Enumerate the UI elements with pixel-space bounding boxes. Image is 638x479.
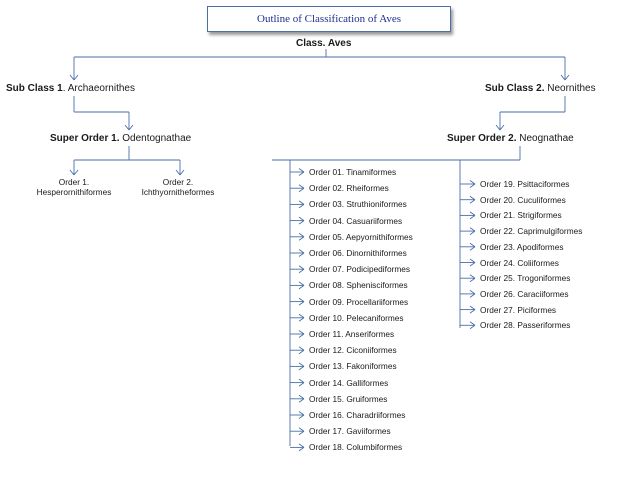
subclass-1-name: . Archaeornithes — [62, 83, 135, 94]
arrow-head — [74, 170, 78, 175]
order-item: Order 19. Psittaciformes — [480, 179, 570, 189]
order-item: Order 07. Podicipediformes — [309, 264, 410, 275]
arrow-head — [299, 298, 304, 302]
arrow-head — [299, 331, 304, 335]
diagram-title: Outline of Classification of Aves — [257, 13, 401, 25]
arrow-head — [299, 379, 304, 383]
arrow-head — [299, 250, 304, 254]
order-item: Order 18. Columbiformes — [309, 442, 403, 453]
arrow-head — [470, 290, 475, 294]
arrow-head — [299, 237, 304, 241]
arrow-head — [561, 75, 565, 80]
arrow-head — [299, 233, 304, 237]
arrow-head — [299, 201, 304, 205]
arrow-head — [299, 350, 304, 354]
arrow-head — [299, 428, 304, 432]
superorder-1-prefix: Super Order 1. — [50, 133, 120, 144]
arrow-head — [299, 169, 304, 173]
order-item: Order 12. Ciconiiformes — [309, 345, 397, 356]
order-item: Order 26. Caraciiformes — [480, 288, 569, 299]
order-item: Order 14. Galliformes — [309, 377, 389, 388]
order-item: Order 04. Casuariiformes — [309, 215, 403, 226]
arrow-head — [470, 306, 475, 310]
arrow-head — [299, 383, 304, 387]
superorder-2-name: Neognathae — [516, 133, 574, 144]
order-item: Order 01. Tinamiformes — [309, 167, 397, 177]
subclass-2-prefix: Sub Class 2. — [485, 83, 545, 94]
arrow-head — [299, 314, 304, 318]
arrow-head — [470, 215, 475, 219]
diagram-title-box — [207, 6, 451, 32]
order-item: Order 21. Strigiformes — [480, 210, 562, 221]
arrow-head — [299, 302, 304, 306]
superorder-1 — [50, 133, 191, 144]
arrow-head — [299, 415, 304, 419]
arrow-head — [299, 318, 304, 322]
subclass-2-name: Neornithes — [544, 83, 596, 94]
order-item: Order 16. Charadriiformes — [309, 410, 406, 420]
arrow-head — [299, 172, 304, 176]
order-item: Order 24. Coliiformes — [480, 257, 559, 268]
arrow-head — [299, 266, 304, 270]
subclass-2 — [485, 83, 596, 94]
arrow-head — [299, 347, 304, 351]
arrow-head — [470, 243, 475, 247]
superorder-2 — [447, 133, 574, 144]
arrow-head — [470, 184, 475, 188]
arrow-head — [299, 334, 304, 338]
arrow-head — [299, 444, 304, 448]
arrow-head — [470, 325, 475, 329]
arrow-head — [299, 431, 304, 435]
arrow-head — [299, 285, 304, 289]
arrow-head — [470, 196, 475, 200]
order-item: Order 09. Procellariiformes — [309, 296, 409, 307]
order-item: Order 06. Dinornithiformes — [309, 248, 407, 258]
arrow-head — [299, 204, 304, 208]
order-item: Order 10. Pelecaniformes — [309, 312, 404, 323]
arrow-head — [470, 278, 475, 282]
order-item: Order 15. Gruiformes — [309, 393, 388, 404]
order-item: Order 27. Piciformes — [480, 304, 557, 315]
order-item: Order 13. Fakoniformes — [309, 361, 397, 372]
arrow-head — [299, 363, 304, 367]
odonto-order-2-name: Ichthyornitheformes — [141, 187, 215, 197]
arrow-head — [470, 231, 475, 235]
order-item: Order 08. Sphenisciformes — [309, 280, 408, 291]
arrow-head — [299, 253, 304, 257]
superorder-2-prefix: Super Order 2. — [447, 133, 517, 144]
subclass-1 — [6, 83, 135, 94]
arrow-head — [299, 221, 304, 225]
arrow-head — [470, 247, 475, 251]
arrow-head — [565, 75, 569, 80]
class-label: Class. Aves — [296, 38, 352, 49]
arrow-head — [470, 228, 475, 232]
order-item: Order 25. Trogoniformes — [480, 273, 571, 284]
arrow-head — [470, 275, 475, 279]
arrow-head — [299, 366, 304, 370]
arrow-head — [299, 269, 304, 273]
order-item: Order 03. Struthioniformes — [309, 199, 407, 210]
arrow-head — [74, 75, 78, 80]
arrow-head — [125, 125, 129, 130]
odonto-order-2 — [128, 177, 228, 197]
arrow-head — [176, 170, 180, 175]
arrow-head — [299, 447, 304, 451]
arrow-head — [299, 217, 304, 221]
arrow-head — [470, 310, 475, 314]
order-item: Order 20. Cuculiformes — [480, 194, 566, 205]
arrow-head — [470, 263, 475, 267]
arrow-head — [70, 170, 74, 175]
arrow-head — [299, 395, 304, 399]
arrow-head — [470, 212, 475, 216]
arrow-head — [299, 412, 304, 416]
arrow-head — [180, 170, 184, 175]
order-item: Order 28. Passeriformes — [480, 320, 571, 331]
order-item: Order 23. Apodiformes — [480, 241, 564, 252]
arrow-head — [70, 75, 74, 80]
subclass-1-prefix: Sub Class 1 — [6, 83, 63, 94]
arrow-head — [470, 181, 475, 185]
arrow-head — [470, 322, 475, 326]
arrow-head — [470, 294, 475, 298]
order-item: Order 17. Gaviiformes — [309, 426, 391, 437]
arrow-head — [299, 185, 304, 189]
arrow-head — [470, 259, 475, 263]
order-item: Order 11. Anseriformes — [309, 329, 395, 339]
odonto-order-2-number: Order 2. — [162, 177, 194, 187]
odonto-order-1 — [24, 177, 124, 197]
order-item: Order 05. Aepyornithiformes — [309, 231, 413, 242]
arrow-head — [129, 125, 133, 130]
arrow-head — [500, 125, 504, 130]
odonto-order-1-number: Order 1. — [58, 177, 90, 187]
arrow-head — [299, 282, 304, 286]
arrow-head — [299, 399, 304, 403]
odonto-order-1-name: Hesperornithiformes — [36, 187, 112, 197]
superorder-1-name: Odentognathae — [119, 133, 192, 144]
arrow-head — [299, 188, 304, 192]
order-item: Order 22. Caprimulgiformes — [480, 226, 583, 237]
arrow-head — [470, 200, 475, 204]
arrow-head — [496, 125, 500, 130]
order-item: Order 02. Rheiformes — [309, 183, 389, 194]
